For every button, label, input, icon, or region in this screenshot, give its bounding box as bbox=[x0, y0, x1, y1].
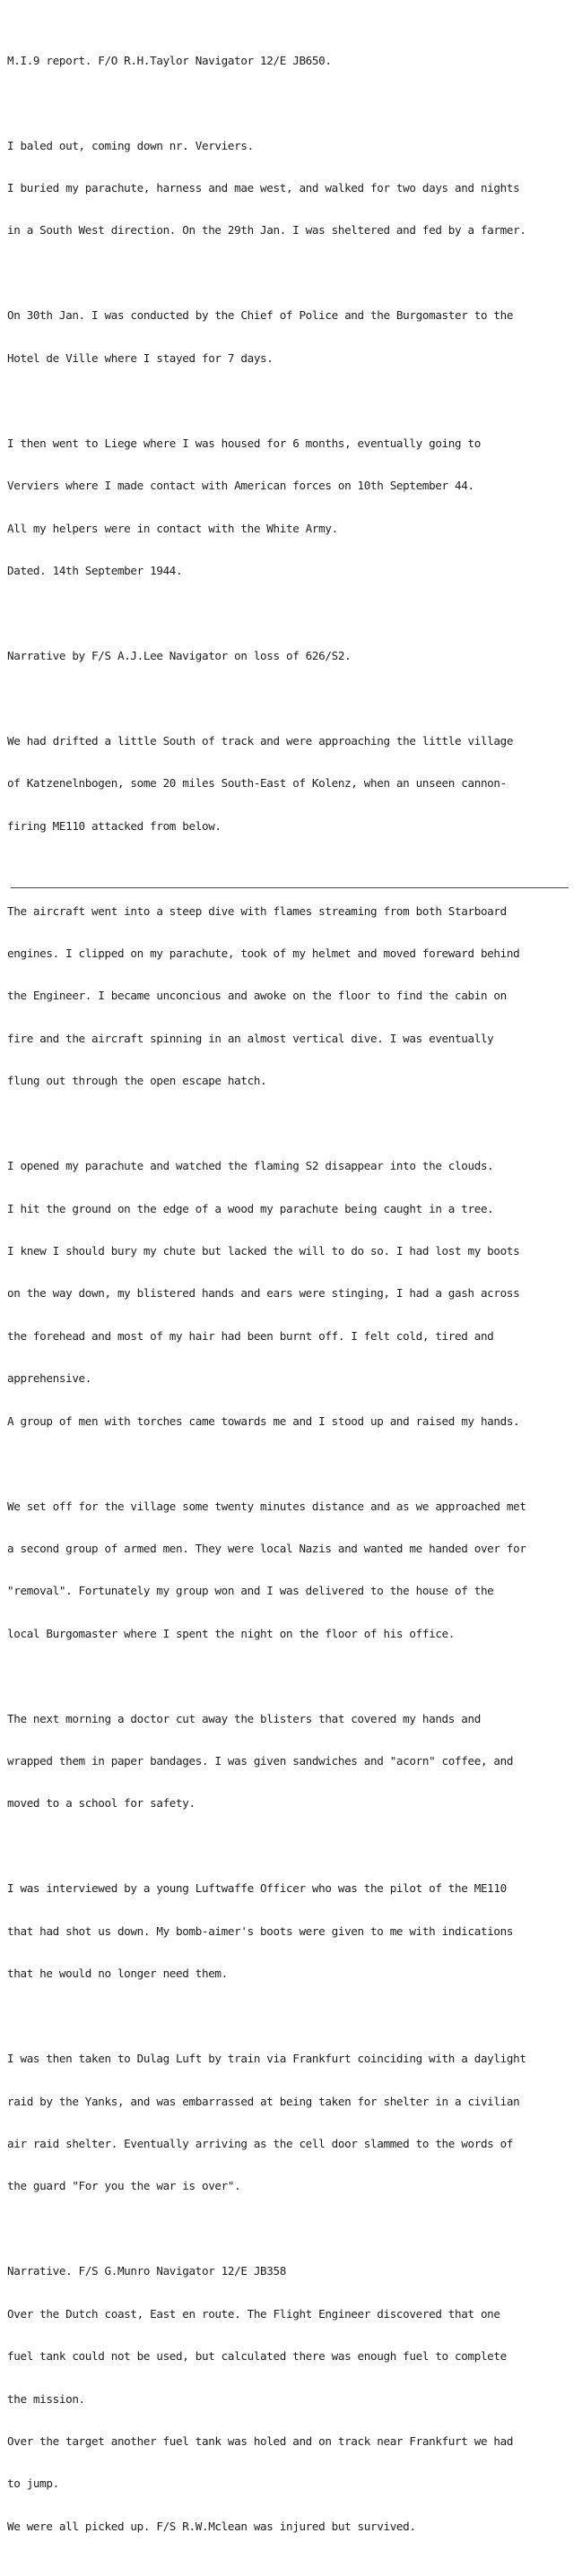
document-page bbox=[7, 25, 574, 2576]
text-line: The next morning a doctor cut away the blisters that covered my hands and bbox=[7, 1711, 481, 1725]
text-line: fire and the aircraft spinning in an almost vertical dive. I was eventually bbox=[7, 1031, 494, 1045]
text-line: On 30th Jan. I was conducted by the Chief of Police and the Burgomaster to the bbox=[7, 308, 514, 323]
text-line: the Engineer. I became unconcious and awoke on the floor to find the cabin on bbox=[7, 989, 507, 1003]
paragraph bbox=[7, 281, 574, 393]
text-line: in a South West direction. On the 29th Jan. I was sheltered and fed by a farmer. bbox=[7, 223, 526, 238]
text-line: a second group of armed men. They were local Nazis and wanted me handed over for bbox=[7, 1541, 526, 1555]
paragraph bbox=[7, 110, 574, 266]
report-header bbox=[7, 25, 574, 96]
text-line: I opened my parachute and watched the flaming S2 disappear into the clouds. bbox=[7, 1159, 494, 1173]
text-line: Over the Dutch coast, East en route. The Flight Engineer discovered that one bbox=[7, 2306, 500, 2321]
text-line: A group of men with torches came towards me and I stood up and raised my hands. bbox=[7, 1413, 520, 1428]
text-line: I was then taken to Dulag Luft by train via Frankfurt coinciding with a daylight bbox=[7, 2052, 526, 2066]
text-line: flung out through the open escape hatch. bbox=[7, 1074, 267, 1088]
paragraph bbox=[7, 1131, 574, 1457]
text-line: that he would no longer need them. bbox=[7, 1967, 228, 1981]
text-line: of Katzenelnbogen, some 20 miles South-East of Kolenz, when an unseen cannon- bbox=[7, 776, 507, 791]
text-line: Verviers where I made contact with American forces on 10th September 44. bbox=[7, 479, 474, 493]
paragraph bbox=[7, 408, 574, 606]
text-line: I knew I should bury my chute but lacked the will to do so. I had lost my boots bbox=[7, 1243, 520, 1258]
text-line: I baled out, coming down nr. Verviers. bbox=[7, 138, 254, 152]
text-line: the forehead and most of my hair had been burnt off. I felt cold, tired and bbox=[7, 1328, 494, 1343]
narrative-heading bbox=[7, 620, 574, 691]
paragraph bbox=[7, 1854, 574, 2010]
paragraph bbox=[7, 876, 574, 1117]
text-line: air raid shelter. Eventually arriving as the cell door slammed to the words of bbox=[7, 2136, 514, 2150]
paragraph bbox=[7, 705, 574, 861]
text-line: engines. I clipped on my parachute, took of my helmet and moved foreward behind bbox=[7, 947, 520, 961]
footer-divider bbox=[11, 887, 569, 888]
text-line: moved to a school for safety. bbox=[7, 1796, 195, 1811]
text-line: "removal". Fortunately my group won and I was delivered to the house of the bbox=[7, 1584, 494, 1598]
text-line: firing ME110 attacked from below. bbox=[7, 818, 222, 833]
text-line: Narrative. F/S G.Munro Navigator 12/E JB358 bbox=[7, 2264, 286, 2278]
text-line: local Burgomaster where I spent the night on the floor of his office. bbox=[7, 1626, 456, 1640]
text-line: wrapped them in paper bandages. I was given sandwiches and "acorn" coffee, and bbox=[7, 1754, 514, 1768]
paragraph bbox=[7, 1471, 574, 1669]
text-line: We had drifted a little South of track and were approaching the little village bbox=[7, 733, 514, 748]
text-line: All my helpers were in contact with the White Army. bbox=[7, 521, 338, 535]
text-line: Dated. 14th September 1944. bbox=[7, 563, 183, 577]
text-line: I buried my parachute, harness and mae west, and walked for two days and nights bbox=[7, 180, 520, 194]
paragraph bbox=[7, 2024, 574, 2222]
text-line: to jump. bbox=[7, 2477, 59, 2491]
text-line: I hit the ground on the edge of a wood my parachute being caught in a tree. bbox=[7, 1201, 494, 1215]
text-line: We set off for the village some twenty minutes distance and as we approached met bbox=[7, 1499, 526, 1513]
text-line: We were all picked up. F/S R.W.Mclean was injured but survived. bbox=[7, 2519, 416, 2533]
text-line: The aircraft went into a steep dive with flames streaming from both Starboard bbox=[7, 903, 507, 918]
paragraph bbox=[7, 2236, 574, 2562]
text-line: M.I.9 report. F/O R.H.Taylor Navigator 12/E JB650. bbox=[7, 53, 332, 67]
text-line: I was interviewed by a young Luftwaffe Officer who was the pilot of the ME110 bbox=[7, 1881, 507, 1896]
text-line: on the way down, my blistered hands and ears were stinging, I had a gash across bbox=[7, 1286, 520, 1301]
text-line: raid by the Yanks, and was embarrassed at being taken for shelter in a civilian bbox=[7, 2094, 520, 2108]
text-line: Over the target another fuel tank was holed and on track near Frankfurt we had bbox=[7, 2433, 514, 2448]
text-line: I then went to Liege where I was housed for 6 months, eventually going to bbox=[7, 436, 481, 450]
text-line: Hotel de Ville where I stayed for 7 days. bbox=[7, 350, 274, 365]
text-line: apprehensive. bbox=[7, 1371, 92, 1386]
text-line: that had shot us down. My bomb-aimer's boots were given to me with indications bbox=[7, 1923, 514, 1938]
text-line: the guard "For you the war is over". bbox=[7, 2179, 241, 2193]
text-line: fuel tank could not be used, but calculated there was enough fuel to complete bbox=[7, 2349, 507, 2364]
text-line: the mission. bbox=[7, 2391, 85, 2406]
text-line: Narrative by F/S A.J.Lee Navigator on loss of 626/S2. bbox=[7, 648, 352, 662]
paragraph bbox=[7, 1683, 574, 1839]
